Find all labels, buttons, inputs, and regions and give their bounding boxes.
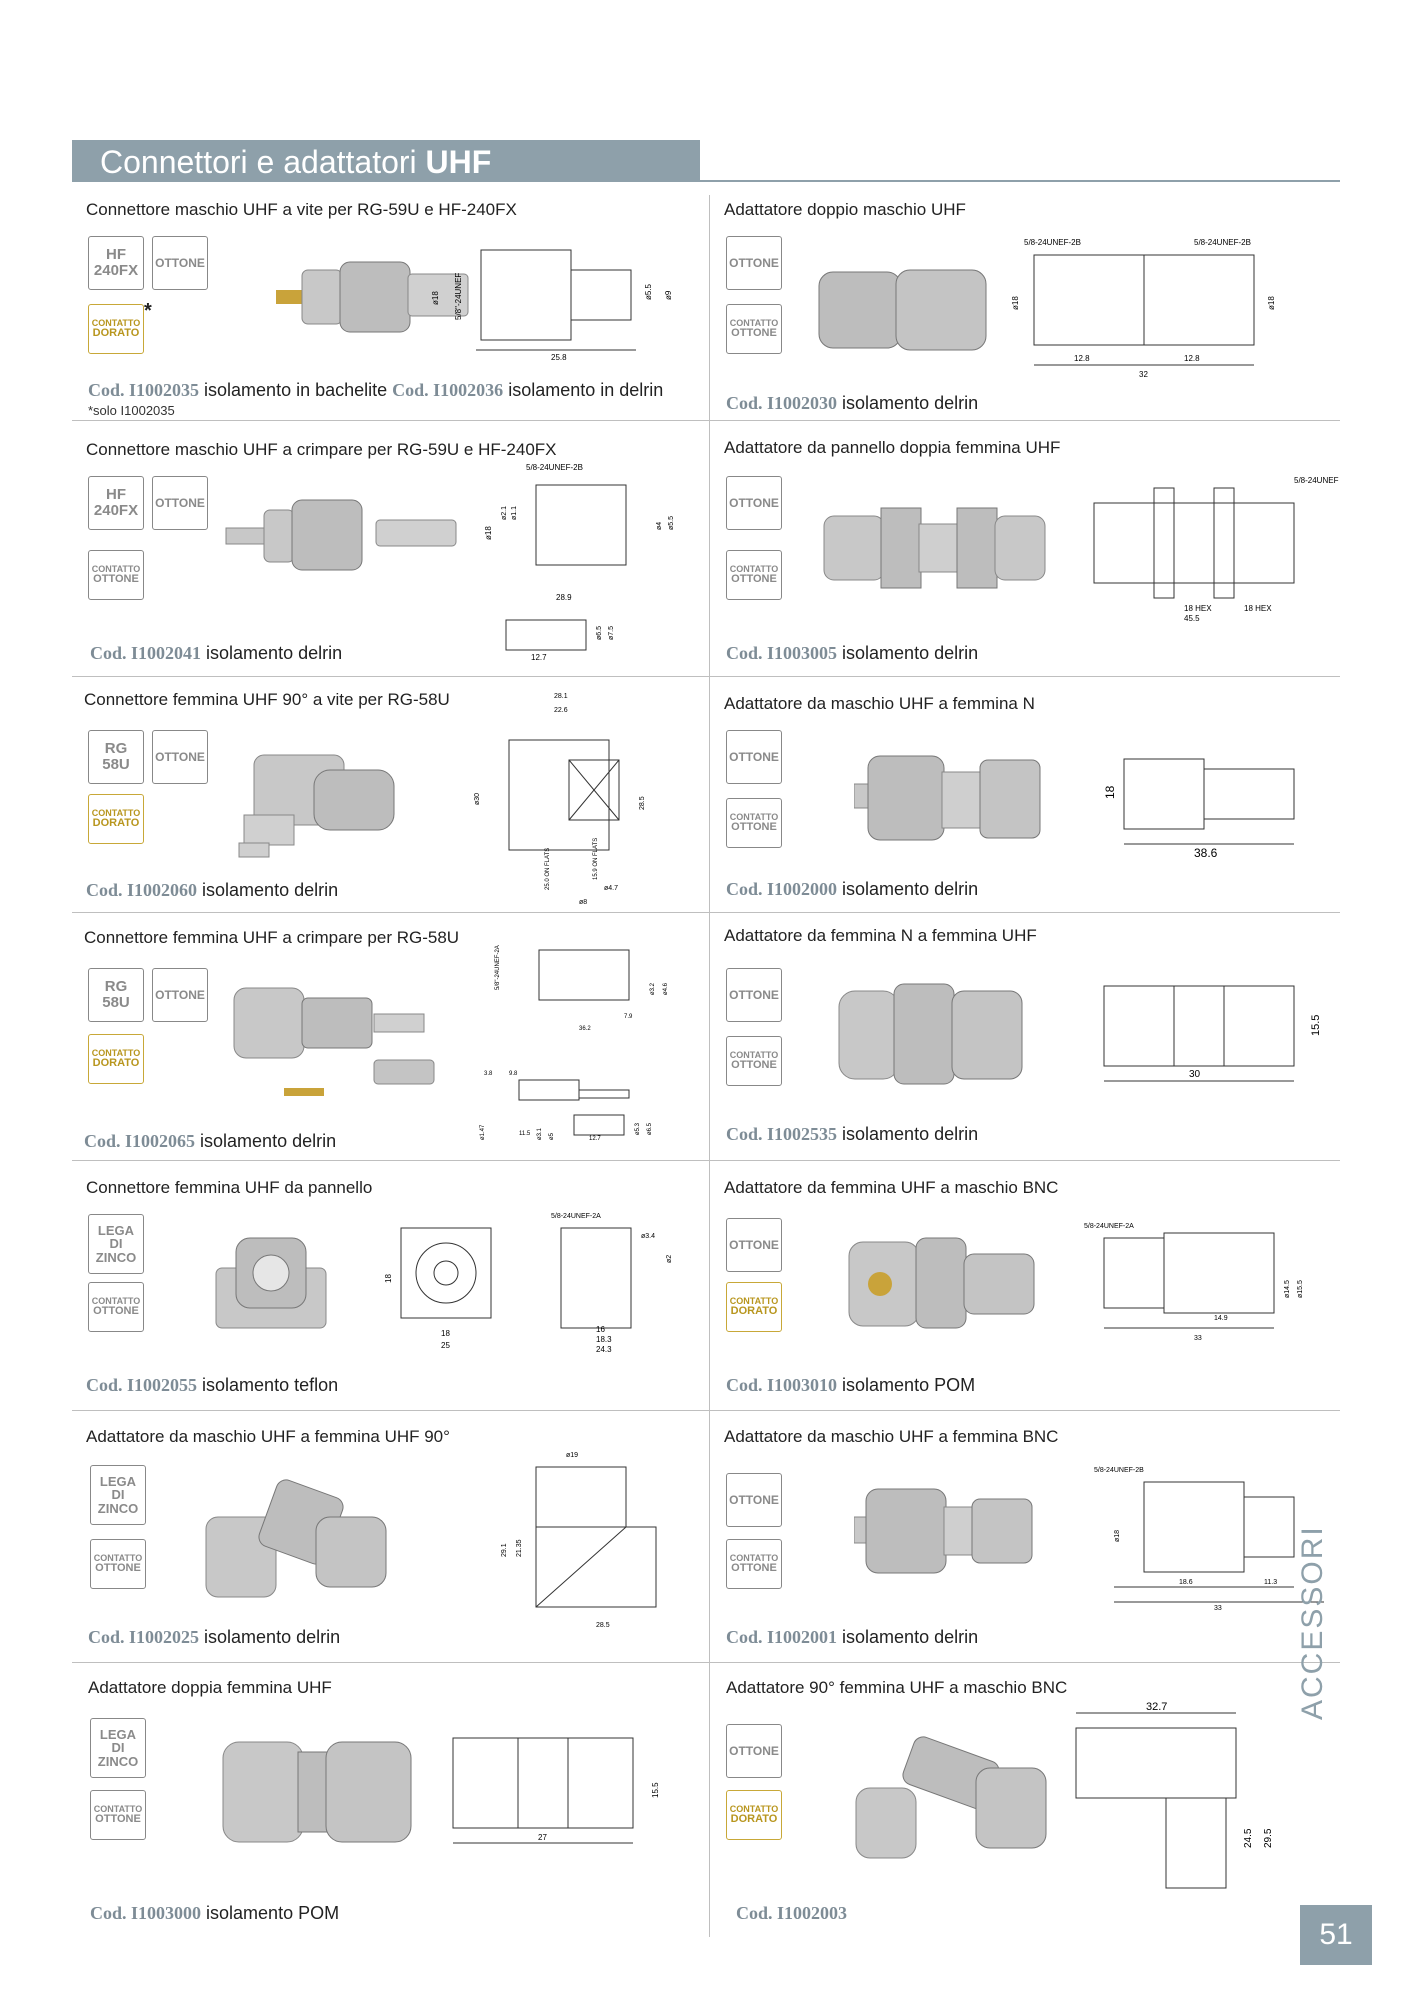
product-title: Adattatore da femmina N a femmina UHF xyxy=(724,926,1037,945)
dim-label: ø5.3 xyxy=(635,1122,641,1135)
dim-label: 15.5 xyxy=(651,1782,660,1798)
material-badge: OTTONE xyxy=(152,730,208,784)
contact-badge: CONTATTO DORATO xyxy=(88,304,144,354)
connector-photo xyxy=(196,1467,396,1607)
product-codes: Cod. I1002000 isolamento delrin xyxy=(726,879,979,899)
contact-badge: CONTATTO DORATO xyxy=(726,1282,782,1332)
material-badge: OTTONE xyxy=(726,236,782,290)
dim-label: ø3.4 xyxy=(641,1233,656,1240)
dim-label: 12.8 xyxy=(1074,354,1090,363)
product-card xyxy=(84,690,704,910)
contact-badge: CONTATTO OTTONE xyxy=(726,1539,782,1589)
product-codes: Cod. I1002003 xyxy=(736,1903,848,1923)
product-card xyxy=(724,438,1344,670)
dim-label: 45.5 xyxy=(1184,614,1200,623)
connector-photo xyxy=(854,1477,1044,1587)
dim-label: ø18 xyxy=(1267,296,1276,310)
technical-drawing xyxy=(443,1728,693,1868)
row-divider xyxy=(710,420,1340,421)
technical-drawing xyxy=(1066,1698,1286,1898)
dim-label: 5/8"-24UNEF xyxy=(454,272,463,320)
material-badge: OTTONE xyxy=(726,1724,782,1778)
material-badge: OTTONE xyxy=(726,730,782,784)
contact-badge: CONTATTO DORATO xyxy=(88,794,144,844)
material-badge: OTTONE xyxy=(726,1218,782,1272)
dim-label: 18.6 xyxy=(1179,1579,1193,1586)
product-codes: Cod. I1002041 isolamento delrin xyxy=(90,643,343,663)
material-badge: OTTONE xyxy=(726,476,782,530)
dim-label: ø3.1 xyxy=(537,1127,543,1140)
dim-label: ø19 xyxy=(566,1452,579,1459)
product-codes: Cod. I1003010 isolamento POM xyxy=(726,1375,976,1395)
dim-label: 7.9 xyxy=(624,1014,633,1020)
product-codes: Cod. I1002035 isolamento in bachelite Cod. I1002036 isolamento in delrin xyxy=(88,380,664,400)
material-badge: OTTONE xyxy=(726,968,782,1022)
dim-label: 18.3 xyxy=(596,1335,612,1344)
product-card xyxy=(86,440,706,670)
dim-label: 12.7 xyxy=(589,1136,601,1140)
product-title: Adattatore da maschio UHF a femmina BNC xyxy=(724,1427,1059,1446)
dim-label: 9.8 xyxy=(509,1071,518,1077)
material-badge: LEGA DI ZINCO xyxy=(90,1465,146,1525)
dim-label: ø6.5 xyxy=(647,1122,653,1135)
technical-drawing xyxy=(371,1208,701,1388)
connector-photo xyxy=(206,1218,346,1348)
contact-badge: CONTATTO OTTONE xyxy=(726,550,782,600)
header-rule xyxy=(700,180,1340,182)
dim-label: 38.6 xyxy=(1194,846,1218,859)
row-divider xyxy=(72,912,1340,913)
dim-label: 36.2 xyxy=(579,1026,591,1032)
product-card xyxy=(88,1678,708,1928)
dim-label: ø2.1 xyxy=(501,505,508,520)
row-divider xyxy=(72,420,710,421)
row-divider xyxy=(72,1410,1340,1411)
dim-label: 32.7 xyxy=(1146,1701,1168,1713)
dim-label: ø30 xyxy=(474,792,481,805)
product-codes: Cod. I1002065 isolamento delrin xyxy=(84,1131,337,1151)
row-divider xyxy=(72,1662,1340,1663)
contact-badge: CONTATTO OTTONE xyxy=(726,304,782,354)
dim-label: ø1.47 xyxy=(480,1124,486,1140)
dim-label: ø5.5 xyxy=(644,283,653,300)
dim-label: 5/8-24UNEF-2B xyxy=(1194,238,1251,247)
dim-label: ø2 xyxy=(666,1254,673,1263)
technical-drawing xyxy=(1084,473,1344,623)
connector-photo xyxy=(216,480,466,600)
connector-photo xyxy=(846,1728,1056,1868)
product-codes: Cod. I1002055 isolamento teflon xyxy=(86,1375,339,1395)
dim-label: 28.5 xyxy=(596,1622,610,1629)
contact-badge: CONTATTO DORATO xyxy=(88,1034,144,1084)
product-title: Adattatore da femmina UHF a maschio BNC xyxy=(724,1178,1059,1197)
dim-label: ø18 xyxy=(431,291,440,305)
dim-label: 16 xyxy=(596,1325,605,1334)
connector-photo xyxy=(834,976,1034,1096)
connector-photo xyxy=(814,260,994,360)
product-codes: Cod. I1002060 isolamento delrin xyxy=(86,880,339,900)
dim-label: 11.5 xyxy=(519,1131,531,1137)
product-card xyxy=(724,1427,1344,1659)
material-badge: OTTONE xyxy=(726,1473,782,1527)
connector-photo xyxy=(819,488,1049,608)
dim-label: ø6.5 xyxy=(596,625,603,640)
technical-drawing xyxy=(1094,739,1324,859)
dim-label: 28.9 xyxy=(556,593,572,602)
contact-badge: CONTATTO OTTONE xyxy=(88,550,144,600)
dim-label: 12.7 xyxy=(531,653,547,660)
dim-label: ø4 xyxy=(656,521,663,530)
product-title: Adattatore doppia femmina UHF xyxy=(88,1678,332,1697)
product-title: Connettore femmina UHF da pannello xyxy=(86,1178,373,1197)
dim-label: 11.3 xyxy=(1264,1579,1278,1586)
product-card xyxy=(724,1178,1344,1408)
dim-label: 12.8 xyxy=(1184,354,1200,363)
dim-label: 18 HEX xyxy=(1244,604,1272,613)
product-title: Connettore maschio UHF a crimpare per RG-59U e HF-240FX xyxy=(86,440,557,459)
section-title: Connettori e adattatori UHF xyxy=(100,144,492,180)
dim-label: 5/8-24UNEF xyxy=(1294,476,1339,485)
column-divider xyxy=(709,195,710,1937)
dim-label: 28.1 xyxy=(554,693,568,700)
dim-label: 25.0 ON FLATS xyxy=(545,847,551,890)
technical-drawing xyxy=(421,230,691,360)
product-card xyxy=(86,200,706,420)
material-badge: HF 240FX xyxy=(88,476,144,530)
product-title: Adattatore 90° femmina UHF a maschio BNC xyxy=(726,1678,1068,1697)
product-title: Adattatore doppio maschio UHF xyxy=(724,200,966,219)
dim-label: 5/8-24UNEF-2A xyxy=(1084,1223,1134,1230)
dim-label: 18 HEX xyxy=(1184,604,1212,613)
product-codes: Cod. I1002025 isolamento delrin xyxy=(88,1627,341,1647)
product-card xyxy=(724,694,1344,909)
row-divider xyxy=(72,676,1340,677)
dim-label: 29.1 xyxy=(501,1543,508,1557)
product-card xyxy=(84,928,704,1158)
contact-badge: CONTATTO OTTONE xyxy=(90,1539,146,1589)
product-title: Adattatore da maschio UHF a femmina UHF 90° xyxy=(86,1427,450,1446)
product-card xyxy=(724,200,1344,420)
product-codes: Cod. I1003005 isolamento delrin xyxy=(726,643,979,663)
connector-photo xyxy=(234,735,434,875)
product-title: Connettore maschio UHF a vite per RG-59U e HF-240FX xyxy=(86,200,517,219)
contact-badge: CONTATTO OTTONE xyxy=(90,1790,146,1840)
product-card xyxy=(86,1178,706,1408)
technical-drawing xyxy=(469,690,699,910)
dim-label: 30 xyxy=(1189,1069,1201,1080)
dim-label: 5/8-24UNEF-2B xyxy=(1094,1467,1144,1474)
material-badge: RG 58U xyxy=(88,968,144,1022)
dim-label: 24.3 xyxy=(596,1345,612,1354)
product-title: Connettore femmina UHF 90° a vite per RG-58U xyxy=(84,690,450,709)
dim-label: ø4.6 xyxy=(663,982,669,995)
dim-label: 15.5 xyxy=(1310,1014,1322,1036)
product-card xyxy=(724,926,1344,1156)
dim-label: ø8 xyxy=(579,899,588,906)
dim-label: 29.5 xyxy=(1263,1828,1274,1848)
dim-label: 25 xyxy=(441,1341,450,1350)
row-divider xyxy=(72,1160,1340,1161)
dim-label: ø7.5 xyxy=(608,625,615,640)
connector-photo xyxy=(844,1228,1044,1338)
footnote-star: * xyxy=(144,300,152,322)
product-codes: Cod. I1002001 isolamento delrin xyxy=(726,1627,979,1647)
connector-photo xyxy=(224,978,454,1108)
dim-label: 18 xyxy=(1103,785,1117,799)
dim-label: ø15.5 xyxy=(1297,1280,1304,1298)
dim-label: ø4.7 xyxy=(604,885,619,892)
dim-label: ø18 xyxy=(1114,1529,1121,1542)
dim-label: ø18 xyxy=(484,526,493,540)
dim-label: ø5 xyxy=(549,1132,555,1140)
contact-badge: CONTATTO DORATO xyxy=(726,1790,782,1840)
dim-label: 25.8 xyxy=(551,353,567,360)
material-badge: HF 240FX xyxy=(88,236,144,290)
dim-label: 18 xyxy=(441,1329,450,1338)
product-codes: Cod. I1002535 isolamento delrin xyxy=(726,1124,979,1144)
material-badge: OTTONE xyxy=(152,476,208,530)
technical-drawing xyxy=(1084,1218,1334,1348)
dim-label: 5/8"-24UNEF-2A xyxy=(495,945,501,990)
dim-label: 27 xyxy=(538,1833,547,1842)
dim-label: 28.5 xyxy=(639,796,646,810)
product-title: Adattatore da maschio UHF a femmina N xyxy=(724,694,1035,713)
material-badge: LEGA DI ZINCO xyxy=(88,1214,144,1274)
contact-badge: CONTATTO OTTONE xyxy=(726,798,782,848)
section-side-label: ACCESSORI xyxy=(1296,1525,1329,1720)
dim-label: 5/8-24UNEF-2B xyxy=(1024,238,1081,247)
technical-drawing xyxy=(479,940,699,1140)
dim-label: 5/8-24UNEF-2A xyxy=(551,1213,601,1220)
material-badge: OTTONE xyxy=(152,968,208,1022)
dim-label: 14.9 xyxy=(1214,1315,1228,1322)
material-badge: OTTONE xyxy=(152,236,208,290)
technical-drawing xyxy=(446,1447,696,1647)
dim-label: ø1.1 xyxy=(511,505,518,520)
footnote: *solo I1002035 xyxy=(88,403,175,418)
dim-label: 32 xyxy=(1139,370,1148,379)
dim-label: 22.6 xyxy=(554,707,568,714)
dim-label: 18 xyxy=(384,1274,393,1283)
technical-drawing xyxy=(476,460,706,660)
dim-label: 5/8-24UNEF-2B xyxy=(526,463,583,472)
contact-badge: CONTATTO OTTONE xyxy=(88,1282,144,1332)
dim-label: 24.5 xyxy=(1243,1828,1254,1848)
dim-label: ø14.5 xyxy=(1284,1280,1291,1298)
product-title: Connettore femmina UHF a crimpare per RG-58U xyxy=(84,928,460,947)
dim-label: 3.8 xyxy=(484,1071,493,1077)
dim-label: ø18 xyxy=(1011,296,1020,310)
page-number: 51 xyxy=(1300,1905,1372,1965)
dim-label: 33 xyxy=(1194,1335,1202,1342)
dim-label: ø3.2 xyxy=(650,982,656,995)
product-codes: Cod. I1002030 isolamento delrin xyxy=(726,393,979,413)
dim-label: 15.9 ON FLATS xyxy=(593,837,599,880)
product-card xyxy=(726,1678,1286,1928)
product-card xyxy=(86,1427,706,1659)
connector-photo xyxy=(854,744,1044,854)
material-badge: RG 58U xyxy=(88,730,144,784)
section-header xyxy=(72,140,700,182)
dim-label: ø5.5 xyxy=(668,515,675,530)
contact-badge: CONTATTO OTTONE xyxy=(726,1036,782,1086)
technical-drawing xyxy=(1094,976,1334,1106)
connector-photo xyxy=(218,1728,418,1858)
dim-label: ø9 xyxy=(664,290,673,300)
dim-label: 21.35 xyxy=(516,1539,523,1557)
product-codes: Cod. I1003000 isolamento POM xyxy=(90,1903,340,1923)
technical-drawing xyxy=(994,235,1314,385)
product-title: Adattatore da pannello doppia femmina UHF xyxy=(724,438,1061,457)
material-badge: LEGA DI ZINCO xyxy=(90,1718,146,1778)
dim-label: 33 xyxy=(1214,1605,1222,1612)
